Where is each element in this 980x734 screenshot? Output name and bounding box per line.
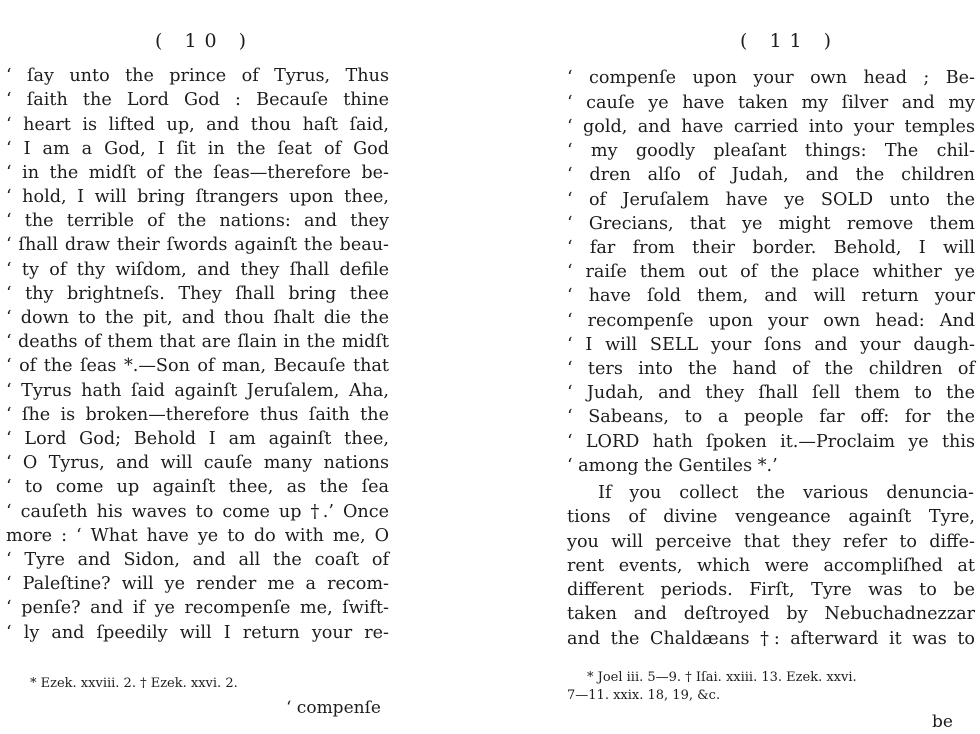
left-line-11: ‘ down to the pit, and thou ſhalt die the xyxy=(6,308,389,328)
right-line-11: ‘ recompenſe upon your own head: And xyxy=(567,311,975,331)
left-line-21: ‘ Tyre and Sidon, and all the coaſt of xyxy=(6,550,389,570)
right-line-13: ‘ ters into the hand of the children of xyxy=(567,359,975,379)
left-line-15: ‘ ſhe is broken—therefore thus ſaith the xyxy=(6,405,389,425)
right-line-5: ‘ dren alſo of Judah, and the children xyxy=(567,165,975,185)
left-line-18: ‘ to come up againſt thee, as the ſea xyxy=(6,477,389,497)
left-line-3: ‘ heart is lifted up, and thou haſt ſaid, xyxy=(6,115,389,135)
left-line-22: ‘ Paleſtine? will ye render me a recom- xyxy=(6,574,389,594)
left-catchword: ‘ compenſe xyxy=(286,698,381,718)
left-line-9: ‘ ty of thy wiſdom, and they ſhall defile xyxy=(6,260,389,280)
left-line-6: ‘ hold, I will bring ſtrangers upon thee, xyxy=(6,187,389,207)
right-line-3: ‘ gold, and have carried into your temples xyxy=(567,117,975,137)
right-line-22: different periods. Firſt, Tyre was to be xyxy=(567,580,975,600)
left-line-8: ‘ ſhall draw their ſwords againſt the beau- xyxy=(6,235,389,255)
left-line-20: more : ‘ What have ye to do with me, O xyxy=(6,526,389,546)
left-line-17: ‘ O Tyrus, and will cauſe many nations xyxy=(6,453,389,473)
left-page-number: ( 10 ) xyxy=(155,30,255,52)
right-line-20: you will perceive that they refer to diffe- xyxy=(567,532,975,552)
left-line-2: ‘ ſaith the Lord God : Becauſe thine xyxy=(6,90,389,110)
left-line-13: ‘ of the ſeas *.—Son of man, Becauſe that xyxy=(6,356,389,376)
right-line-12: ‘ I will SELL your ſons and your daugh- xyxy=(567,335,975,355)
right-footnote-line-1: * Joel iii. 5—9. † Iſai. xxiii. 13. Ezek. xxvi. xyxy=(587,670,857,685)
right-line-8: ‘ far from their border. Behold, I will xyxy=(567,238,975,258)
left-line-10: ‘ thy brightneſs. They ſhall bring thee xyxy=(6,284,389,304)
right-line-19: tions of divine vengeance againſt Tyre, xyxy=(567,507,975,527)
right-footnote-line-2: 7—11. xxix. 18, 19, &c. xyxy=(567,688,721,703)
right-line-10: ‘ have ſold them, and will return your xyxy=(567,286,975,306)
left-line-23: ‘ penſe? and if ye recompenſe me, ſwift- xyxy=(6,598,389,618)
left-line-19: ‘ cauſeth his waves to come up †.’ Once xyxy=(6,502,389,522)
left-line-7: ‘ the terrible of the nations: and they xyxy=(6,211,389,231)
right-line-24: and the Chaldæans †: afterward it was to xyxy=(567,629,975,649)
right-line-4: ‘ my goodly pleaſant things: The chil- xyxy=(567,141,975,161)
right-line-7: ‘ Grecians, that ye might remove them xyxy=(567,214,975,234)
left-footnote: * Ezek. xxviii. 2. † Ezek. xxvi. 2. xyxy=(30,676,238,691)
right-line-17: ‘ among the Gentiles *.’ xyxy=(567,456,778,476)
left-line-16: ‘ Lord God; Behold I am againſt thee, xyxy=(6,429,389,449)
right-catchword: be xyxy=(932,712,953,732)
right-line-15: ‘ Sabeans, to a people far off: for the xyxy=(567,407,975,427)
right-line-6: ‘ of Jeruſalem have ye SOLD unto the xyxy=(567,190,975,210)
right-line-18: If you collect the various denuncia- xyxy=(598,483,974,503)
right-page-number: ( 11 ) xyxy=(740,30,840,52)
left-line-1: ‘ ſay unto the prince of Tyrus, Thus xyxy=(6,66,389,86)
left-line-5: ‘ in the midſt of the ſeas—therefore be- xyxy=(6,163,389,183)
left-line-12: ‘ deaths of them that are ſlain in the midſt xyxy=(6,332,389,352)
left-line-14: ‘ Tyrus hath ſaid againſt Jeruſalem, Aha, xyxy=(6,381,389,401)
right-line-16: ‘ LORD hath ſpoken it.—Proclaim ye this xyxy=(567,432,975,452)
right-line-9: ‘ raiſe them out of the place whither ye xyxy=(567,262,975,282)
right-line-23: taken and deſtroyed by Nebuchadnezzar xyxy=(567,604,975,624)
right-line-14: ‘ Judah, and they ſhall ſell them to the xyxy=(567,383,975,403)
right-line-1: ‘ compenſe upon your own head ; Be- xyxy=(567,68,975,88)
right-line-21: rent events, which were accompliſhed at xyxy=(567,556,975,576)
left-line-24: ‘ ly and ſpeedily will I return your re- xyxy=(6,623,389,643)
right-line-2: ‘ cauſe ye have taken my ſilver and my xyxy=(567,93,975,113)
left-line-4: ‘ I am a God, I ſit in the ſeat of God xyxy=(6,139,389,159)
